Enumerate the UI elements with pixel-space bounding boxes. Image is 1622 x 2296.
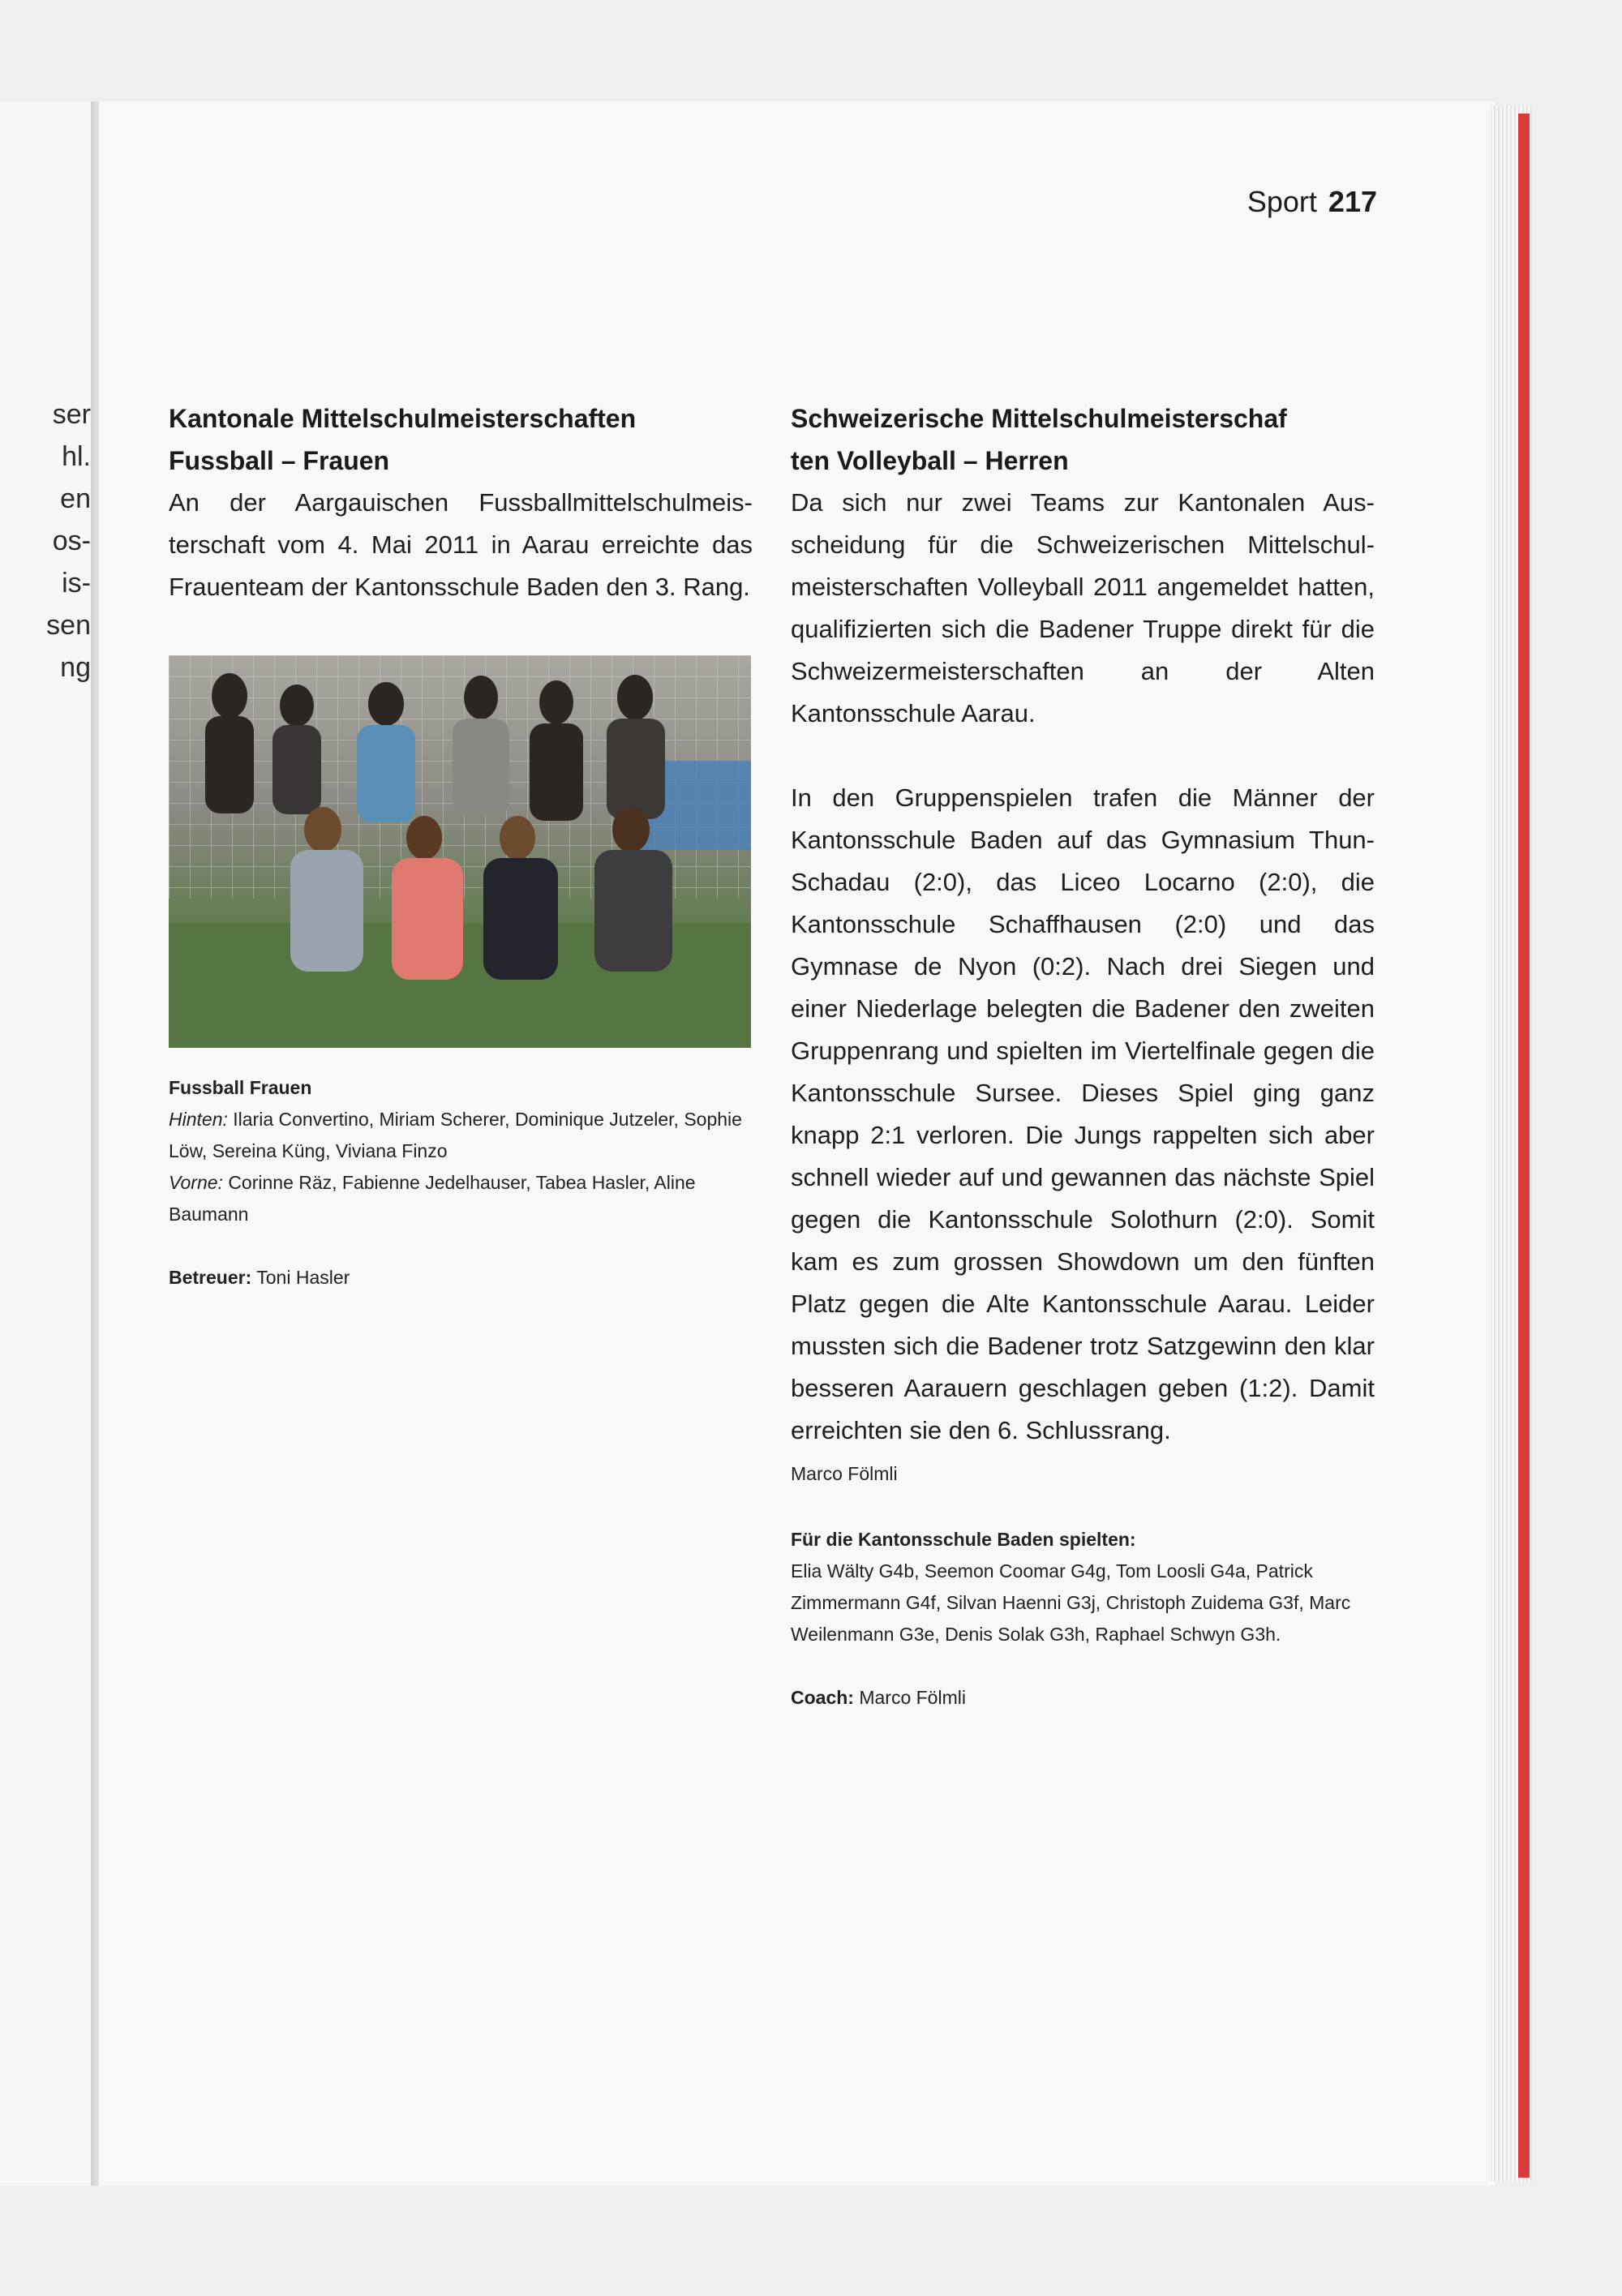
- caption-front-row: [169, 1167, 753, 1230]
- players-label: Für die Kantonsschule Baden spielten:: [791, 1529, 1136, 1550]
- scan-background-bottom: [0, 2186, 1622, 2296]
- running-head-section: Sport: [1247, 185, 1317, 218]
- caption-front-label: Vorne:: [169, 1172, 223, 1193]
- article-title-line-2: Fussball – Frauen: [169, 446, 390, 475]
- left-page-fragment: ng: [60, 652, 91, 683]
- left-page-edge: [0, 101, 92, 2186]
- article-volleyball-herren: [791, 397, 1375, 1714]
- photo-caption: [169, 1072, 753, 1230]
- caption-title: Fussball Frauen: [169, 1077, 312, 1098]
- coach-name: Marco Fölmli: [859, 1687, 966, 1708]
- paragraph-gap: [791, 735, 1375, 777]
- players-block: [791, 1524, 1375, 1650]
- left-page-fragment: is-: [62, 568, 91, 599]
- caption-back-label: Hinten:: [169, 1109, 228, 1130]
- article-fussball-frauen: [169, 397, 753, 1294]
- article-paragraph-2: In den Gruppenspielen trafen die Männer der Kantonsschule Baden auf das Gymnasium Thun-Schadau (2:0), das Liceo Locarno (2:0), die Kantonsschule Schaffhausen (2:0) und das Gymnase de Nyon (0:2). Nach drei Siegen und einer Niederlage belegten die Badener den zweiten Gruppenrang und spielten im Viertelfinale gegen die Kantonsschule Sursee. Dieses Spiel ging ganz knapp 2:1 verloren. Die Jungs rappelten sich aber schnell wieder auf und gewannen das nächste Spiel gegen die Kantonsschule Solothurn (2:0). Somit kam es zum grossen Showdown um den fünften Platz gegen die Alte Kantonsschule Aarau. Leider mussten sich die Badener trotz Satzgewinn den klar besseren Aarauern geschlagen geben (1:2). Damit erreichten sie den 6. Schlussrang.: [791, 783, 1375, 1444]
- left-page-fragment: os-: [52, 526, 91, 556]
- article-title-line-2: ten Volleyball – Herren: [791, 446, 1069, 475]
- supervisor-name: Toni Hasler: [256, 1267, 350, 1288]
- left-page-fragment: en: [60, 483, 91, 514]
- article-body: An der Aargauischen Fussballmittelschulmeisterschaft vom 4. Mai 2011 in Aarau erreichte das Frauenteam der Kantonsschule Baden den 3. Rang.: [169, 488, 753, 601]
- caption-back-names: Ilaria Convertino, Miriam Scherer, Dominique Jutzeler, Sophie Löw, Sereina Küng, Viviana Finzo: [169, 1109, 742, 1161]
- supervisor-label: Betreuer:: [169, 1267, 252, 1288]
- supervisor-line: [169, 1262, 753, 1294]
- coach-label: Coach:: [791, 1687, 854, 1708]
- page-number: 217: [1328, 185, 1377, 218]
- scan-background-top: [0, 0, 1622, 101]
- coach-line: [791, 1682, 1375, 1714]
- article-title: [169, 397, 753, 482]
- team-photo: [169, 655, 751, 1048]
- article-paragraph-1: Da sich nur zwei Teams zur Kantonalen Ausscheidung für die Schweizerischen Mittelschulmeisterschaften Volleyball 2011 angemeldet hatten, qualifizierten sich die Badener Truppe direkt für die Schweizermeisterschaften an der Alten Kantonsschule Aarau.: [791, 488, 1375, 727]
- left-page-fragment: sen: [46, 610, 91, 641]
- team-photo-illustration: [169, 655, 751, 1048]
- players-list: Elia Wälty G4b, Seemon Coomar G4g, Tom Loosli G4a, Patrick Zimmermann G4f, Silvan Haenni G3j, Christoph Zuidema G3f, Marc Weilenmann G3e, Denis Solak G3h, Raphael Schwyn G3h.: [791, 1560, 1351, 1645]
- article-title: [791, 397, 1375, 482]
- article-title-line-1: Schweizerische Mittelschulmeisterschaf: [791, 404, 1287, 433]
- article-title-line-1: Kantonale Mittelschulmeisterschaften: [169, 404, 637, 433]
- article-author: Marco Fölmli: [791, 1463, 898, 1484]
- left-page-fragment: ser: [52, 399, 91, 430]
- running-head: [1247, 185, 1377, 219]
- red-page-edge: [1518, 114, 1530, 2178]
- left-page-fragment: hl.: [62, 441, 91, 472]
- caption-back-row: [169, 1104, 753, 1167]
- caption-front-names: Corinne Räz, Fabienne Jedelhauser, Tabea Hasler, Aline Baumann: [169, 1172, 696, 1225]
